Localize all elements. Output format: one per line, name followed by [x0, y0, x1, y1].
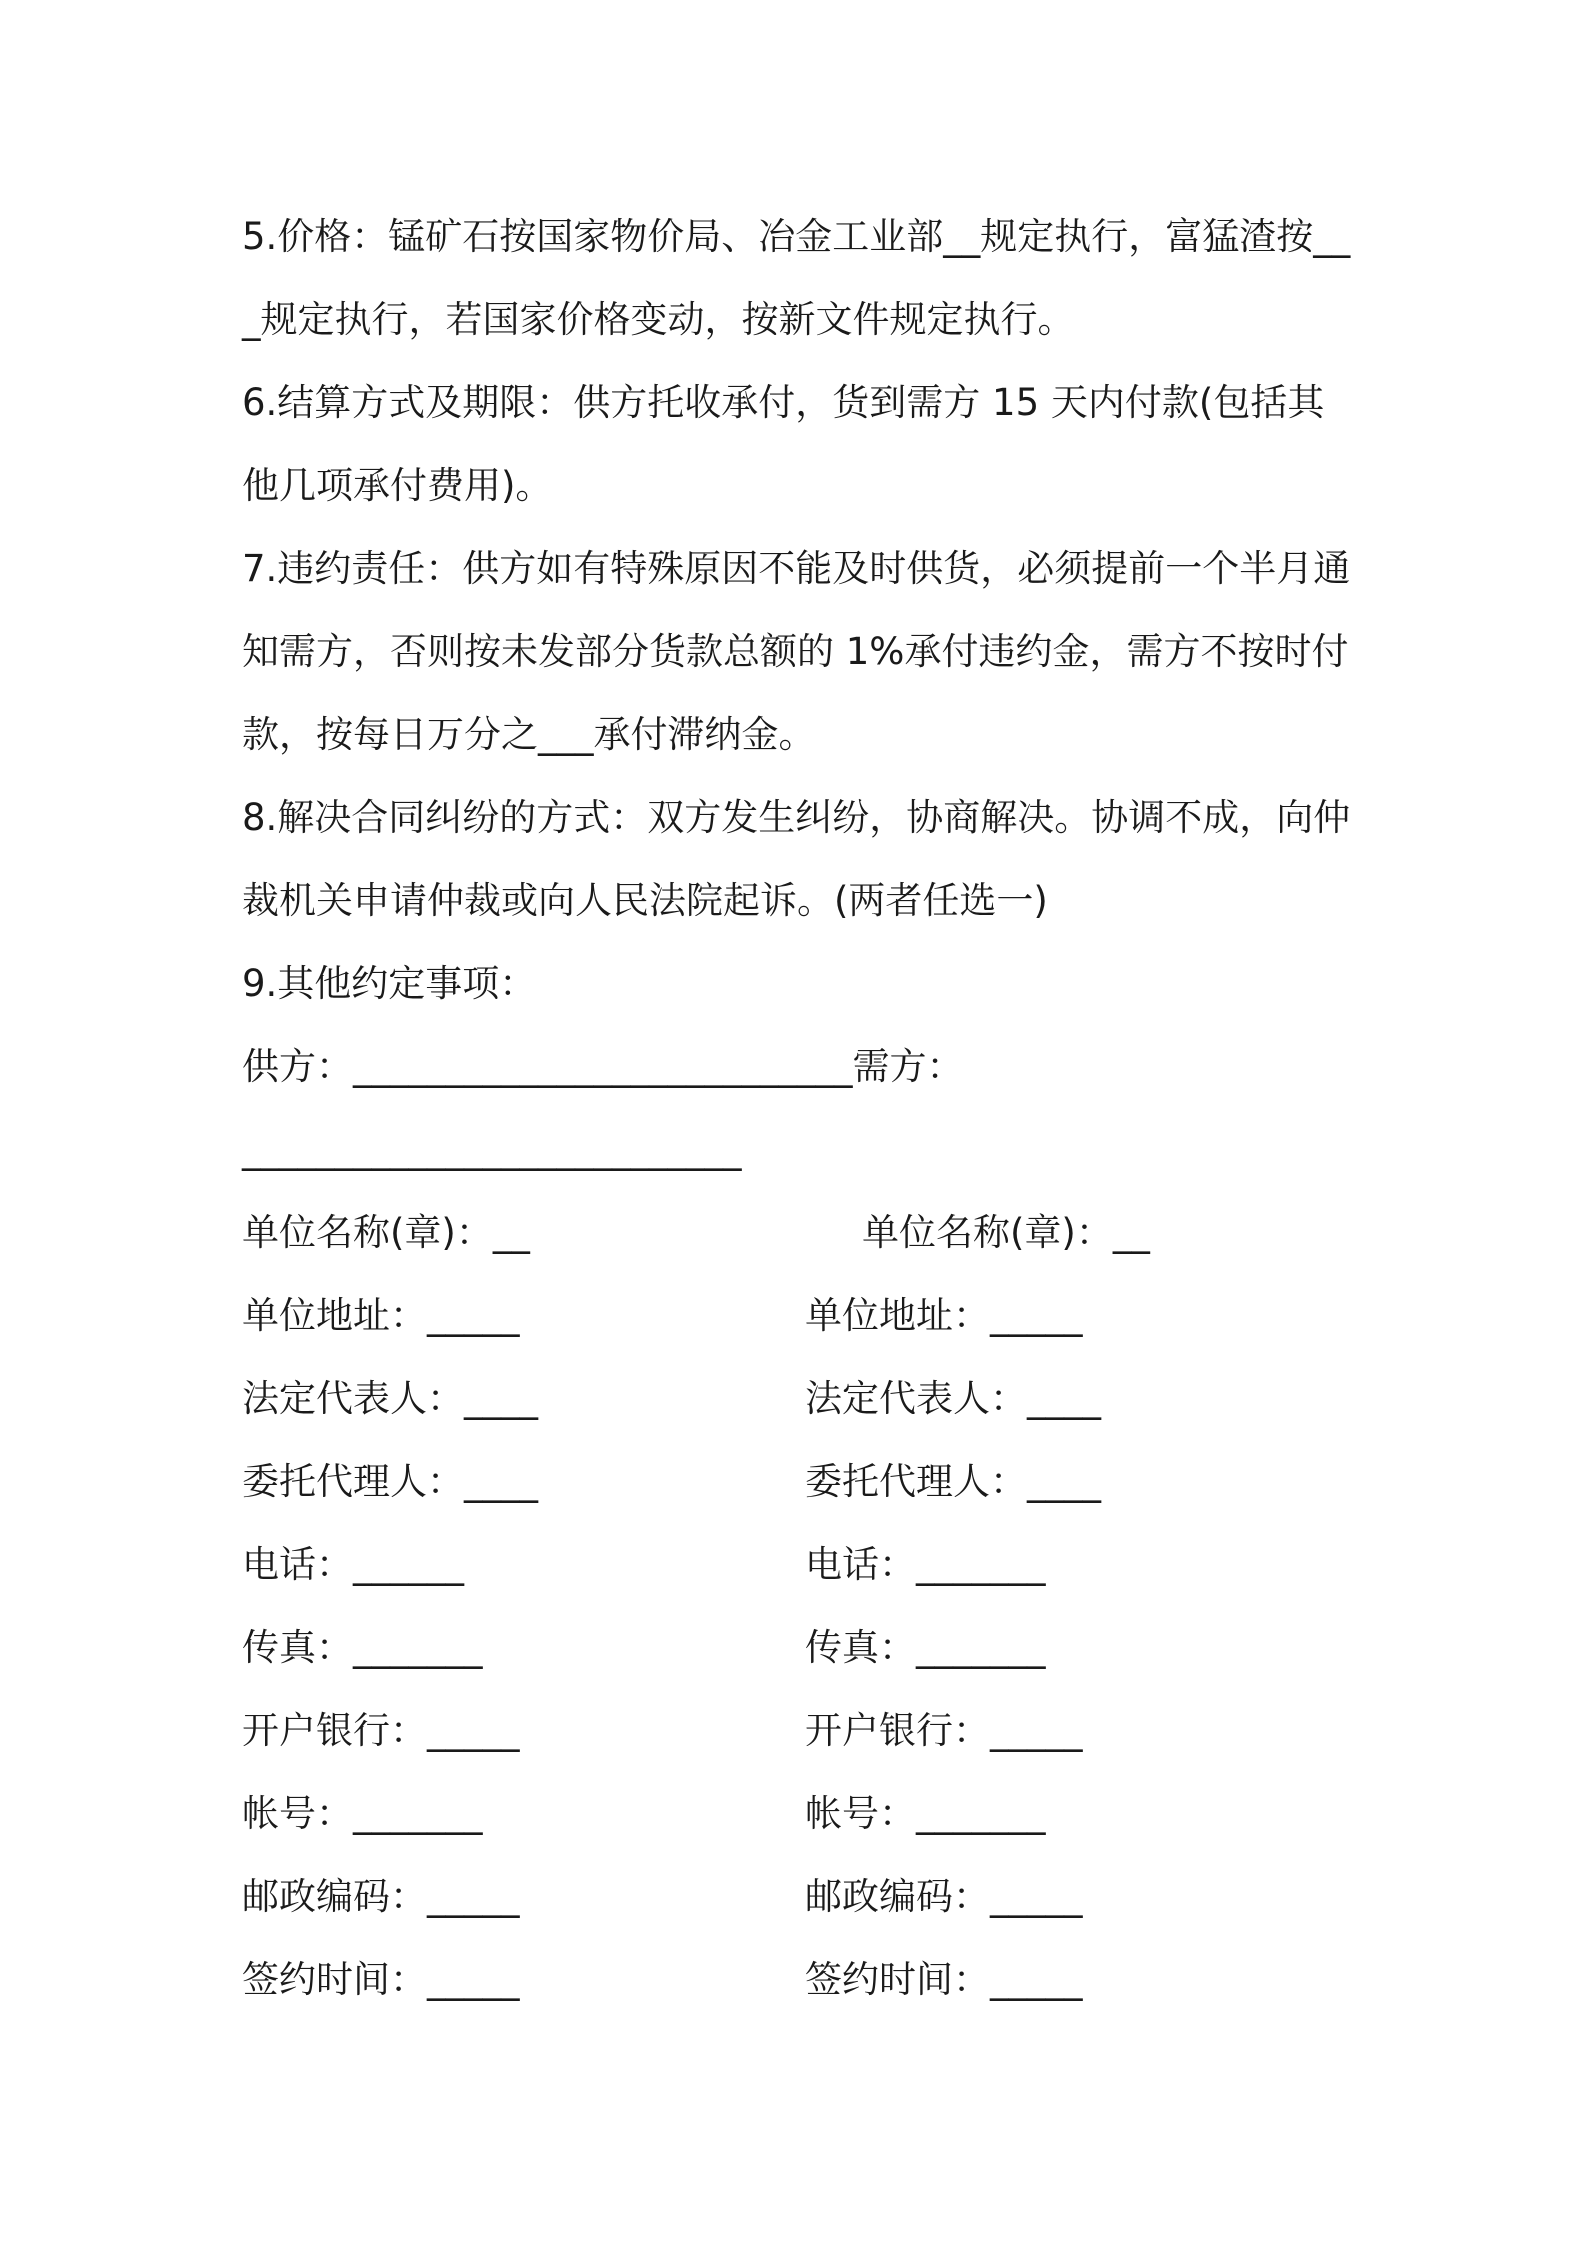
supplier-agent: 委托代理人：____ — [242, 1460, 538, 1503]
signature-row — [242, 1689, 1357, 1772]
supplier-address: 单位地址：_____ — [242, 1294, 520, 1337]
supplier-fax: 传真：_______ — [242, 1626, 483, 1669]
signature-row — [242, 1606, 1357, 1689]
supplier-org-name: 单位名称(章)：__ — [242, 1211, 530, 1254]
signature-row — [242, 1855, 1357, 1938]
signature-row — [242, 1191, 1357, 1274]
supplier-phone: 电话：______ — [242, 1543, 464, 1586]
supplier-postcode: 邮政编码：_____ — [242, 1875, 520, 1918]
clause-9-other: 9.其他约定事项： — [242, 962, 537, 1005]
signature-row — [242, 1523, 1357, 1606]
clause-6-settlement: 6.结算方式及期限：供方托收承付，货到需方 15 天内付款(包括其他几项承付费用)。 — [242, 381, 1325, 507]
buyer-account: 帐号：_______ — [805, 1792, 1046, 1835]
buyer-bank: 开户银行：_____ — [805, 1709, 1083, 1752]
buyer-legal-rep: 法定代表人：____ — [805, 1377, 1101, 1420]
signature-block — [242, 1191, 1357, 2021]
buyer-phone: 电话：_______ — [805, 1543, 1046, 1586]
signature-row — [242, 1772, 1357, 1855]
supplier-legal-rep: 法定代表人：____ — [242, 1377, 538, 1420]
buyer-blank-line: ___________________________ — [242, 1128, 742, 1171]
contract-body — [242, 195, 1357, 2021]
signature-row — [242, 1938, 1357, 2021]
signature-row — [242, 1274, 1357, 1357]
supplier-sign-date: 签约时间：_____ — [242, 1958, 520, 2001]
buyer-fax: 传真：_______ — [805, 1626, 1046, 1669]
parties-line: 供方：___________________________需方： — [242, 1045, 964, 1088]
buyer-address: 单位地址：_____ — [805, 1294, 1083, 1337]
supplier-bank: 开户银行：_____ — [242, 1709, 520, 1752]
clause-7-liability: 7.违约责任：供方如有特殊原因不能及时供货，必须提前一个半月通知需方，否则按未发部分货款总额的 1%承付违约金，需方不按时付款，按每日万分之___承付滞纳金。 — [242, 547, 1351, 756]
buyer-org-name: 单位名称(章)：__ — [862, 1211, 1150, 1254]
signature-row — [242, 1440, 1357, 1523]
signature-row — [242, 1357, 1357, 1440]
buyer-agent: 委托代理人：____ — [805, 1460, 1101, 1503]
clause-8-dispute: 8.解决合同纠纷的方式：双方发生纠纷，协商解决。协调不成，向仲裁机关申请仲裁或向人民法院起诉。(两者任选一) — [242, 796, 1351, 922]
buyer-postcode: 邮政编码：_____ — [805, 1875, 1083, 1918]
clause-5-price: 5.价格：锰矿石按国家物价局、冶金工业部__规定执行，富猛渣按___规定执行，若国家价格变动，按新文件规定执行。 — [242, 215, 1351, 341]
buyer-sign-date: 签约时间：_____ — [805, 1958, 1083, 2001]
supplier-account: 帐号：_______ — [242, 1792, 483, 1835]
